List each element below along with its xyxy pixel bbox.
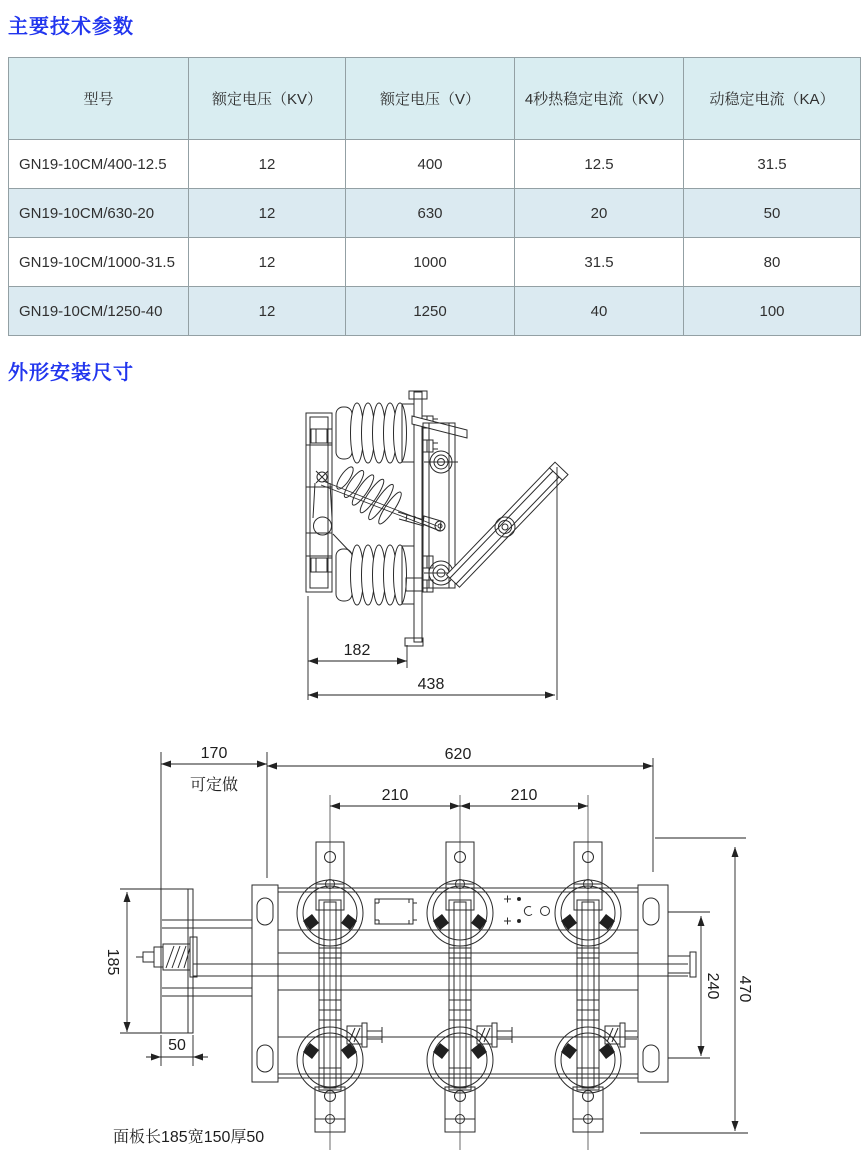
dim-label-185: 185	[104, 948, 121, 976]
cell-model: GN19-10CM/1000-31.5	[9, 238, 189, 287]
dim-label-438: 438	[417, 676, 445, 693]
dim-label-210a: 210	[381, 787, 409, 804]
parameters-table	[8, 57, 861, 336]
dim-label-210b: 210	[510, 787, 538, 804]
cell-value: 31.5	[684, 140, 861, 189]
cell-value: 12.5	[515, 140, 684, 189]
cell-value: 12	[189, 189, 346, 238]
pole-assembly-1	[297, 795, 382, 1150]
dim-label-170: 170	[200, 745, 228, 762]
table-row	[9, 189, 861, 238]
cell-value: 12	[189, 140, 346, 189]
table-row	[9, 140, 861, 189]
table-row	[9, 287, 861, 336]
front-view-dimension-lines	[120, 752, 748, 1133]
table-row	[9, 238, 861, 287]
cell-value: 100	[684, 287, 861, 336]
cell-model: GN19-10CM/400-12.5	[9, 140, 189, 189]
col-header-rated-voltage-v: 额定电压（V）	[346, 58, 515, 140]
col-header-rated-voltage-kv: 额定电压（KV）	[189, 58, 346, 140]
front-view-dimension-labels	[104, 745, 753, 1146]
section-title-technical-parameters: 主要技术参数	[8, 16, 134, 38]
side-view-dimension-labels	[344, 642, 445, 693]
cell-value: 80	[684, 238, 861, 287]
side-view-linework	[306, 391, 568, 646]
cell-value: 1250	[346, 287, 515, 336]
cell-value: 40	[515, 287, 684, 336]
cell-value: 20	[515, 189, 684, 238]
col-header-model: 型号	[9, 58, 189, 140]
dim-label-50: 50	[168, 1037, 186, 1054]
dim-label-240: 240	[704, 972, 721, 1000]
panel-size-note: 面板长185宽150厚50	[113, 1129, 265, 1146]
cell-value: 12	[189, 238, 346, 287]
cell-value: 630	[346, 189, 515, 238]
col-header-dynamic-current: 动稳定电流（KA）	[684, 58, 861, 140]
pole-assembly-2	[427, 795, 512, 1150]
cell-model: GN19-10CM/1250-40	[9, 287, 189, 336]
pole-assembly-3	[555, 795, 637, 1150]
cell-model: GN19-10CM/630-20	[9, 189, 189, 238]
customizable-note: 可定做	[189, 777, 239, 794]
dim-label-182: 182	[343, 642, 371, 659]
side-view-technical-drawing	[285, 390, 585, 720]
cell-value: 1000	[346, 238, 515, 287]
table-header-row	[9, 58, 861, 140]
section-title-installation-dimensions: 外形安装尺寸	[8, 362, 134, 384]
cell-value: 400	[346, 140, 515, 189]
cell-value: 12	[189, 287, 346, 336]
dim-label-470: 470	[736, 975, 753, 1003]
col-header-thermal-current: 4秒热稳定电流（KV）	[515, 58, 684, 140]
cell-value: 31.5	[515, 238, 684, 287]
dim-label-620: 620	[444, 746, 472, 763]
front-view-technical-drawing	[55, 740, 771, 1152]
cell-value: 50	[684, 189, 861, 238]
